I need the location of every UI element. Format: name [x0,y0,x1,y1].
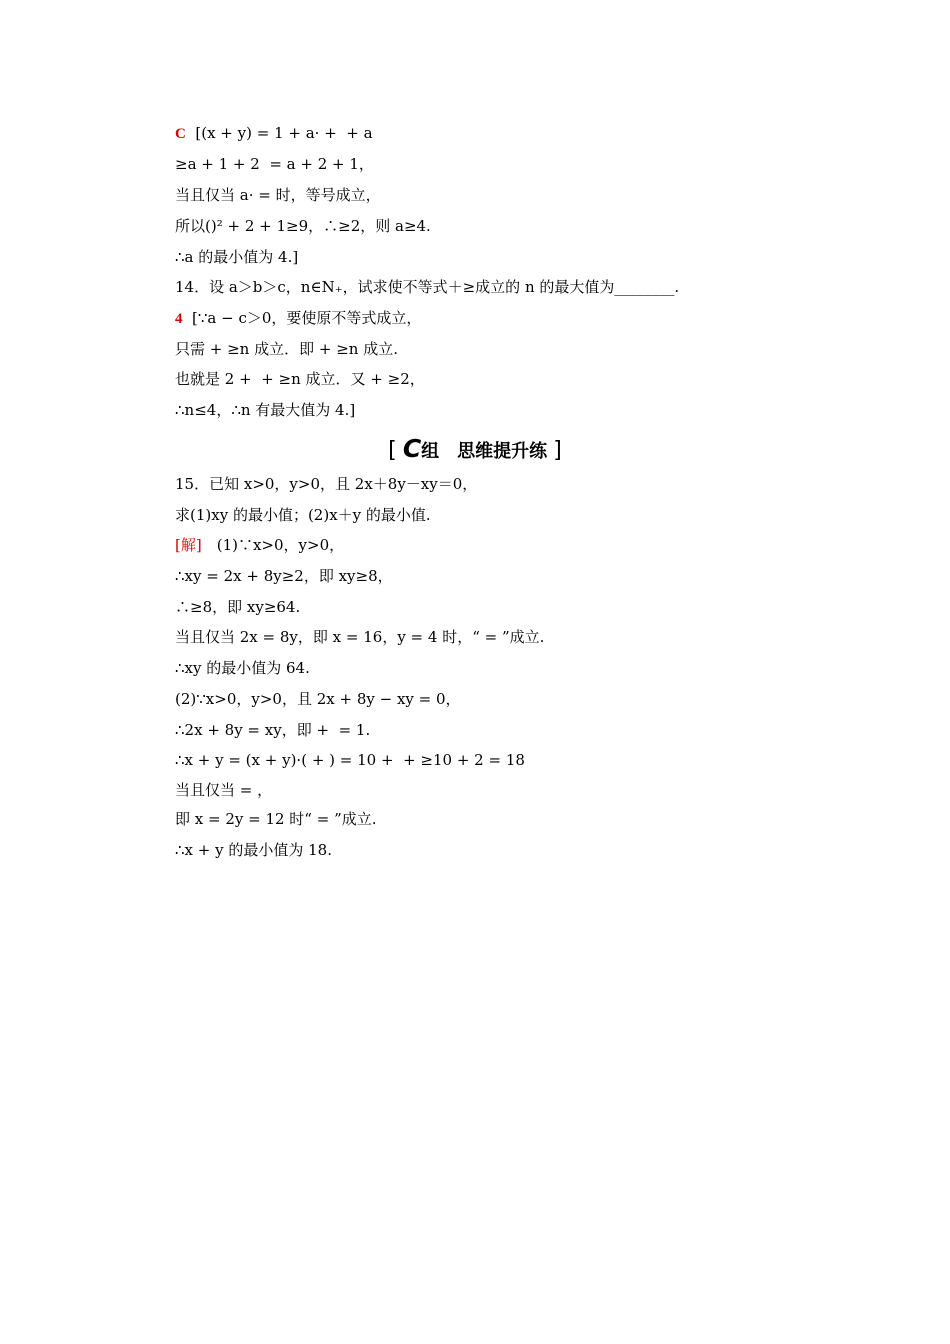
solution-line-7: ∴2x + 8y = xy，即 + = 1. [175,721,371,739]
solution-line-3: ∴≥8，即 xy≥64. [175,598,301,616]
section-title: 组 思维提升练 [421,441,548,462]
solution-line-5: ∴xy 的最小值为 64. [175,659,310,677]
answer-13-line-5: ∴a 的最小值为 4.] [175,248,299,266]
answer-14-line-3: 也就是 2 + + ≥n 成立．又 + ≥2， [175,370,425,388]
answer-13-line-2: ≥a + 1 + 2 = a + 2 + 1， [175,155,374,173]
answer-value: 4 [175,311,183,327]
solution-label: [解] [175,536,202,554]
solution-line-6: (2)∵x>0，y>0，且 2x + 8y − xy = 0， [175,690,461,708]
solution-line-4: 当且仅当 2x = 8y，即 x = 16，y = 4 时，“ = ”成立. [175,628,545,646]
answer-13-line-1: C [(x + y) = 1 + a· + + a [175,124,373,142]
answer-14-line-4: ∴n≤4，∴n 有最大值为 4.] [175,401,356,419]
section-heading [0,436,950,465]
solution-line-10: 即 x = 2y = 12 时“ = ”成立. [175,810,377,828]
solution-line-1: [解] (1)∵x>0，y>0， [175,536,345,554]
solution-line-9: 当且仅当 = ， [175,781,273,799]
question-15-line-2: 求(1)xy 的最小值；(2)x＋y 的最小值. [175,506,431,524]
answer-13-line-3: 当且仅当 a· = 时，等号成立， [175,186,381,204]
section-bracket-open: [ [388,438,397,463]
question-15-line-1: 15．已知 x>0，y>0，且 2x＋8y－xy＝0， [175,475,478,493]
solution-line-2: ∴xy = 2x + 8y≥2，即 xy≥8， [175,567,393,585]
answer-14-line-1: 4 [∵a − c＞0，要使原不等式成立， [175,309,422,327]
section-bracket-close: ] [553,438,562,463]
question-14: 14．设 a＞b＞c，n∈N₊，试求使不等式＋≥成立的 n 的最大值为________. [175,278,680,296]
section-letter: C [402,434,422,463]
solution-line-8: ∴x + y = (x + y)·( + ) = 10 + + ≥10 + 2 = 18 [175,751,525,769]
answer-letter: C [175,126,186,142]
answer-14-line-2: 只需 + ≥n 成立．即 + ≥n 成立. [175,340,398,358]
answer-13-line-4: 所以()² + 2 + 1≥9，∴≥2，则 a≥4. [175,217,431,235]
solution-line-11: ∴x + y 的最小值为 18. [175,841,332,859]
